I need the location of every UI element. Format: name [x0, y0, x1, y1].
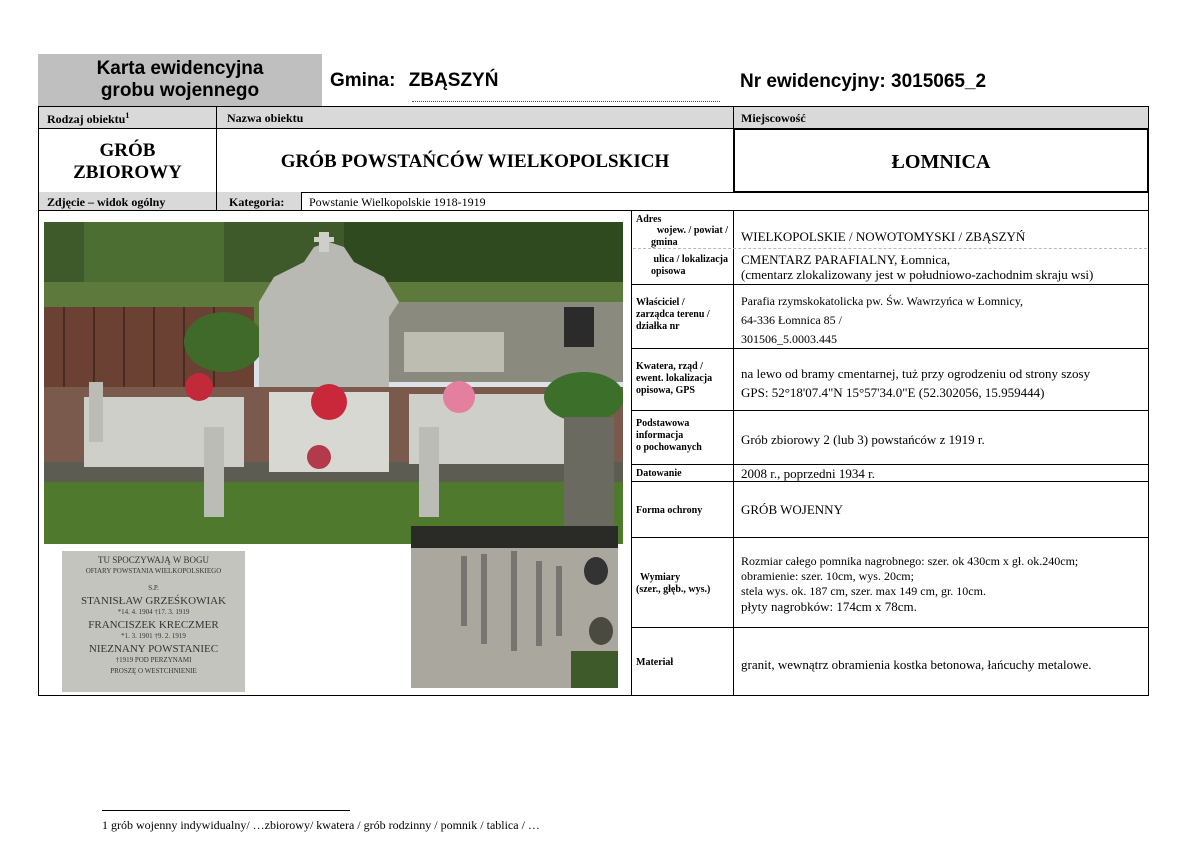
registry-number	[740, 71, 986, 93]
kwatera-value: na lewo od bramy cmentarnej, tuż przy ogrodzeniu od strony szosy GPS: 52°18'07.4"N 15°57'34.0"E (52.302056, 15.959444)	[741, 366, 1091, 400]
wymiary-label: Wymiary (szer., głęb., wys.)	[636, 572, 711, 595]
datowanie-label: Datowanie	[636, 468, 682, 479]
miejscowosc-label: Miejscowość	[741, 111, 806, 125]
kategoria-value: Powstanie Wielkopolskie 1918-1919	[309, 195, 486, 209]
plaque-photo	[62, 551, 245, 692]
rodzaj-label: Rodzaj obiektu$^1$	[47, 111, 130, 126]
nazwa-label: Nazwa obiektu	[227, 111, 304, 125]
gmina-field	[330, 70, 498, 92]
kategoria-label: Kategoria:	[229, 195, 285, 209]
plaque-inscription: TU SPOCZYWAJĄ W BOGU OFIARY POWSTANIA WIELKOPOLSKIEGO S.P. STANISŁAW GRZEŚKOWIAK *14. 4. 1904 †17. 3. 1919 FRANCISZEK KRECZMER *1. 3. 1901 †9. 2. 1919 NIEZNANY POWSTANIEC †1919 POD PERZYNAMI PROSZĘ O WESTCHNIENIE	[81, 555, 226, 675]
wlasciciel-value: Parafia rzymskokatolicka pw. Św. Wawrzyńca w Łomnicy, 64-336 Łomnica 85 / 301506_5.0003.445	[741, 294, 1024, 346]
ulica-value: CMENTARZ PARAFIALNY, Łomnica, (cmentarz zlokalizowany jest w południowo-zachodnim skraju wsi)	[741, 252, 1094, 282]
object-type: GRÓB ZBIOROWY	[73, 140, 182, 183]
nr-value: 3015065_2	[891, 71, 987, 92]
zdjecie-label: Zdjęcie – widok ogólny	[47, 195, 166, 209]
forma-value: GRÓB WOJENNY	[741, 502, 843, 517]
kwatera-label: Kwatera, rząd / ewent. lokalizacja opisowa, GPS	[636, 361, 713, 396]
podstawowa-value: Grób zbiorowy 2 (lub 3) powstańców z 1919 r.	[741, 432, 985, 447]
old-stone-photo	[411, 526, 618, 688]
gmina-label: Gmina:	[330, 70, 396, 91]
forma-label: Forma ochrony	[636, 505, 703, 516]
podstawowa-label: Podstawowa informacja o pochowanych	[636, 418, 702, 453]
adres-label: Adres	[636, 214, 662, 225]
datowanie-value: 2008 r., poprzedni 1934 r.	[741, 466, 875, 481]
locality-value: ŁOMNICA	[891, 151, 991, 173]
object-name: GRÓB POWSTAŃCÓW WIELKOPOLSKICH	[280, 151, 670, 172]
woj-label: wojew. / powiat / gmina	[651, 225, 728, 248]
footnote: 1 grób wojenny indywidualny/ …zbiorowy/ kwatera / grób rodzinny / pomnik / tablica / …	[102, 818, 540, 832]
adres-divider	[633, 248, 1147, 249]
wymiary-value: Rozmiar całego pomnika nagrobnego: szer. ok 430cm x gł. ok.240cm; obramienie: szer. 10cm, wys. 20cm; stela wys. ok. 187 cm, szer. max 149 cm, gr. 10cm. płyty nagrobków: 174cm x 78cm.	[741, 554, 1079, 614]
grave-photo	[44, 222, 623, 544]
wlasciciel-label: Właściciel / zarządca terenu / działka nr	[636, 297, 710, 332]
card-title-line2: grobu wojennego	[100, 80, 260, 101]
material-label: Materiał	[636, 657, 674, 668]
material-value: granit, wewnątrz obramienia kostka betonowa, łańcuchy metalowe.	[741, 657, 1092, 672]
header-row	[39, 107, 1148, 128]
nr-label: Nr ewidencyjny:	[740, 71, 886, 92]
woj-value: WIELKOPOLSKIE / NOWOTOMYSKI / ZBĄSZYŃ	[741, 229, 1026, 244]
gmina-value: ZBĄSZYŃ	[408, 70, 499, 91]
gmina-underline	[412, 101, 720, 102]
footnote-separator	[102, 810, 350, 811]
ulica-label: ulica / lokalizacja opisowa	[651, 254, 728, 277]
card-title	[38, 54, 322, 106]
card-title-line1: Karta ewidencyjna	[96, 58, 264, 79]
